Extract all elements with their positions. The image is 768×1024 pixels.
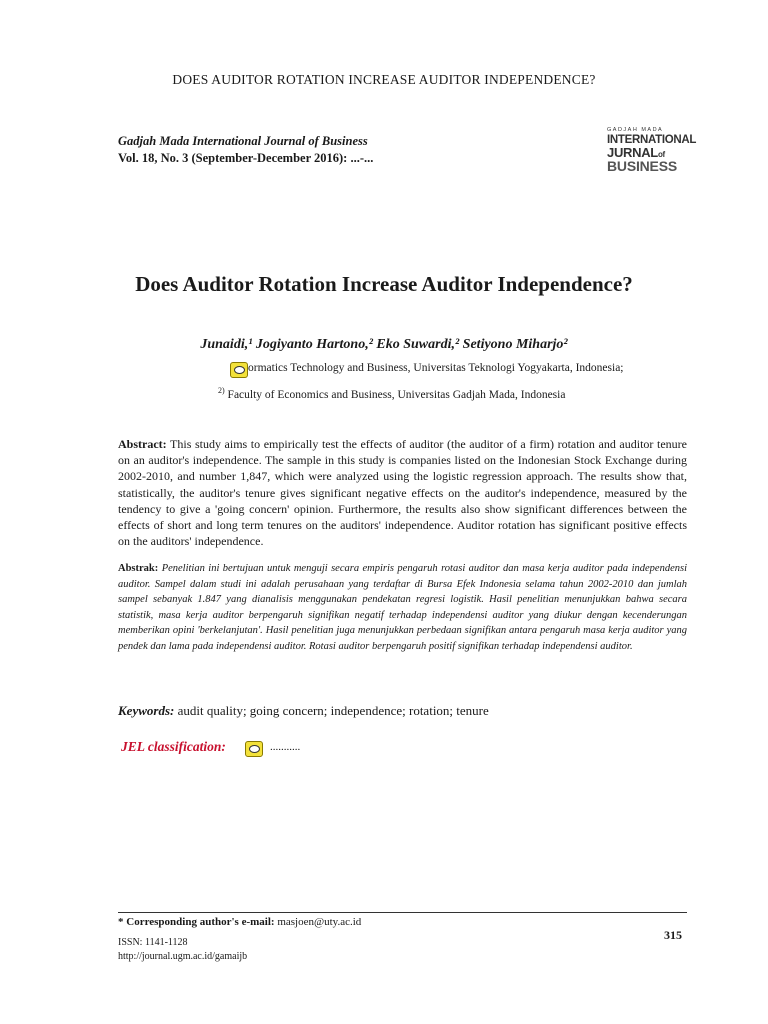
abstrak-label: Abstrak:: [118, 563, 159, 574]
author-list: Junaidi,¹ Jogiyanto Hartono,² Eko Suwardi,² Setiyono Miharjo²: [200, 337, 568, 352]
affiliation-2: [218, 386, 565, 401]
sticky-note-icon[interactable]: [245, 741, 263, 757]
corresponding-email: masjoen@uty.ac.id: [274, 916, 362, 928]
logo-ournal: URNAL: [613, 145, 658, 160]
logo-j: J: [607, 145, 614, 160]
footnote-divider: [118, 912, 687, 913]
journal-volume: Vol. 18, No. 3 (September-December 2016): ...-...: [118, 151, 374, 165]
corresponding-label: * Corresponding author's e-mail:: [118, 916, 275, 928]
abstract-label: Abstract:: [118, 437, 167, 451]
abstrak: [118, 561, 687, 655]
issn: ISSN: 1141-1128: [118, 937, 188, 948]
abstract-text: This study aims to empirically test the effects of auditor (the auditor of a firm) rotation and auditor tenure on an auditor's independence. The sample in this study is companies listed on the Indonesian Stock Exchange during 2002-2010, and number 1,847, which were analyzed using the logistic regression approach. The results show that, statistically, the auditor's tenure gives significant negative effects on the auditor's independence, measured by the tendency to give a 'going concern' opinion. Furthermore, the results also show significant differences between the effects of short and long term tenures on the auditors' independence. Auditor rotation has significant positive effects on the auditors' independence.: [118, 437, 687, 549]
jel-classification: JEL classification:: [121, 739, 226, 754]
journal-logo: [607, 128, 697, 173]
logo-line-1: INTERNATIONAL: [607, 133, 697, 146]
logo-line-3: BUSINESS: [607, 158, 677, 174]
running-head: DOES AUDITOR ROTATION INCREASE AUDITOR INDEPENDENCE?: [172, 72, 596, 87]
affiliation-1: ormatics Technology and Business, Universitas Teknologi Yogyakarta, Indonesia;: [248, 362, 624, 374]
abstrak-text: Penelitian ini bertujuan untuk menguji secara empiris pengaruh rotasi auditor dan masa kerja auditor pada independensi auditor. Sampel dalam studi ini adalah perusahaan yang terdaftar di Bursa Efek Indonesia selama tahun 2002-2010 dan jumlah sampel sebanyak 1.847 yang dianalisis menggunakan pendekatan regresi logistik. Hasil penelitian menunjukkan bahwa secara statistik, masa kerja auditor berpengaruh signifikan negatif terhadap independensi auditor yang diukur dengan kecenderungan memberikan opini 'berkelanjutan'. Hasil penelitian juga menunjukkan perbedaan signifikan antara pengaruh masa kerja auditor yang pendek dan lama pada independensi auditor. Rotasi auditor berpengaruh positif signifikan terhadap independensi auditor.: [118, 563, 687, 652]
journal-name: Gadjah Mada International Journal of Business: [118, 134, 368, 148]
page-number: 315: [664, 928, 682, 942]
logo-of: of: [657, 150, 665, 159]
logo-line-0: GADJAH MADA: [607, 127, 664, 133]
keywords-label: Keywords:: [118, 703, 175, 718]
keywords: [118, 703, 489, 719]
affiliation-2-text: Faculty of Economics and Business, Universitas Gadjah Mada, Indonesia: [224, 388, 566, 401]
jel-placeholder: ...........: [270, 741, 301, 753]
keywords-text: audit quality; going concern; independence; rotation; tenure: [174, 703, 489, 718]
sticky-note-icon[interactable]: [230, 362, 248, 378]
paper-title: Does Auditor Rotation Increase Auditor Independence?: [135, 272, 633, 296]
affiliation-2-mark: 2): [218, 386, 225, 395]
journal-url: http://journal.ugm.ac.id/gamaijb: [118, 951, 248, 962]
corresponding-author: [118, 916, 361, 928]
abstract: [118, 436, 687, 549]
